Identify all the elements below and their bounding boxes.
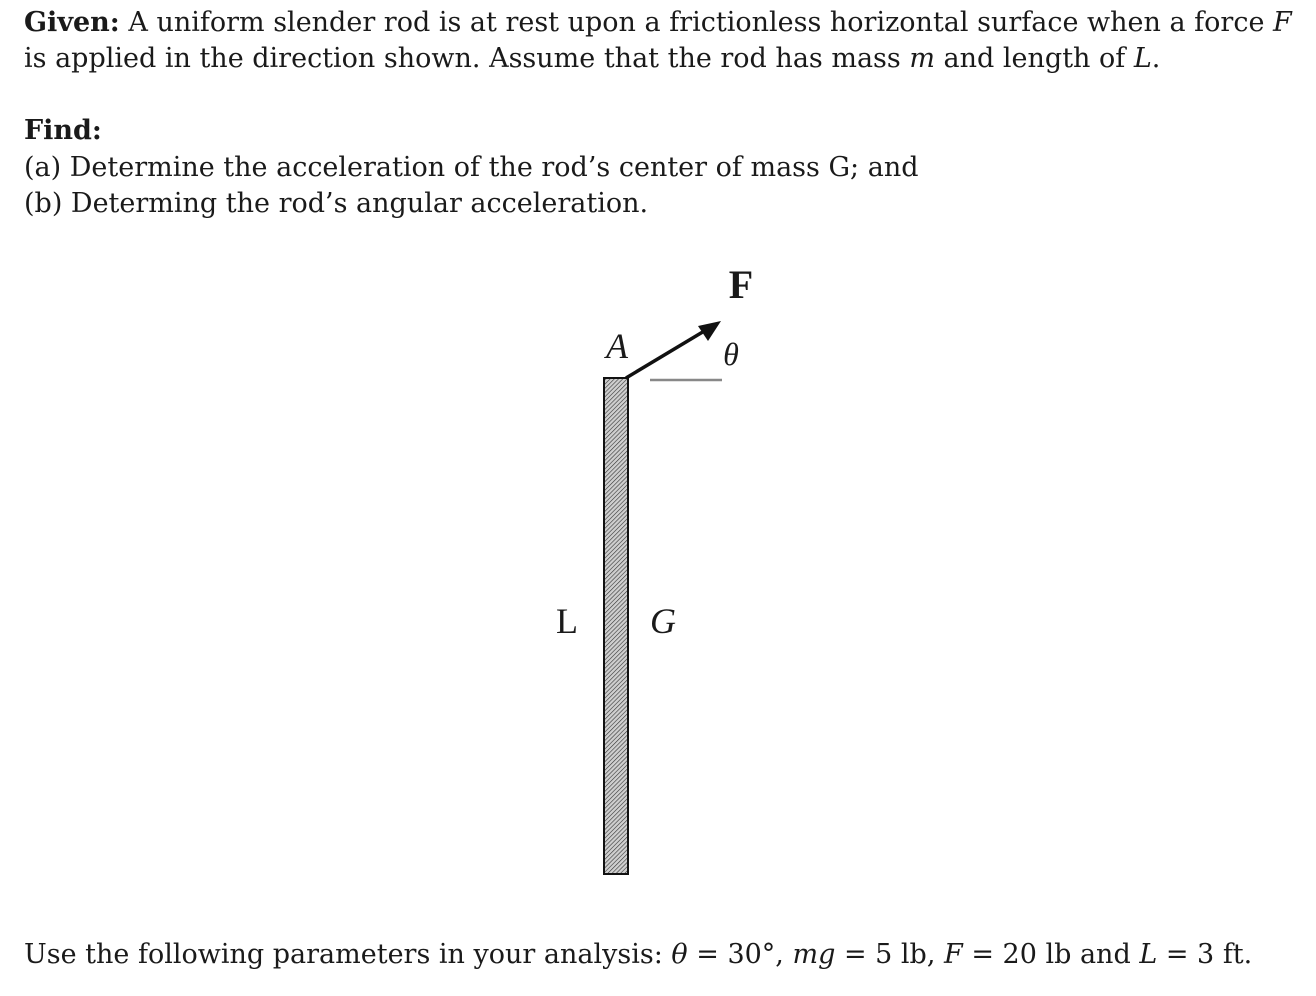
param-L-symbol: L bbox=[1139, 939, 1158, 970]
param-F-value: = 20 lb and bbox=[962, 939, 1140, 970]
given-text-2: is applied in the direction shown. Assume that the rod has mass bbox=[24, 43, 910, 74]
given-label: Given: bbox=[24, 7, 120, 38]
param-L-value: = 3 ft. bbox=[1157, 939, 1253, 970]
force-arrow-shaft bbox=[626, 330, 706, 378]
angle-theta-label: θ bbox=[723, 336, 739, 372]
given-var-F: F bbox=[1273, 7, 1292, 38]
center-of-mass-G-label: G bbox=[650, 601, 676, 641]
force-arrowhead bbox=[698, 321, 721, 341]
find-heading: Find: bbox=[24, 115, 102, 146]
param-theta-value: = 30°, bbox=[687, 939, 793, 970]
given-text-4: . bbox=[1151, 43, 1161, 74]
force-label: F bbox=[728, 262, 754, 307]
given-text-3: and length of bbox=[934, 43, 1134, 74]
given-text-1: A uniform slender rod is at rest upon a frictionless horizontal surface when a force bbox=[119, 7, 1274, 38]
given-var-m: m bbox=[909, 43, 935, 74]
given-var-L: L bbox=[1133, 43, 1152, 74]
find-item-a: (a) Determine the acceleration of the rod’s center of mass G; and bbox=[24, 152, 919, 183]
param-mg-value: = 5 lb, bbox=[835, 939, 944, 970]
find-item-b: (b) Determing the rod’s angular acceleration. bbox=[24, 188, 649, 219]
param-theta-symbol: θ bbox=[671, 939, 688, 970]
parameters-line bbox=[24, 937, 1252, 973]
params-text: Use the following parameters in your analysis: bbox=[24, 939, 672, 970]
param-mg-symbol: mg bbox=[792, 939, 836, 970]
point-A-label: A bbox=[606, 326, 628, 366]
param-F-symbol: F bbox=[944, 939, 963, 970]
length-L-label: L bbox=[556, 601, 578, 641]
slender-rod bbox=[604, 378, 628, 874]
